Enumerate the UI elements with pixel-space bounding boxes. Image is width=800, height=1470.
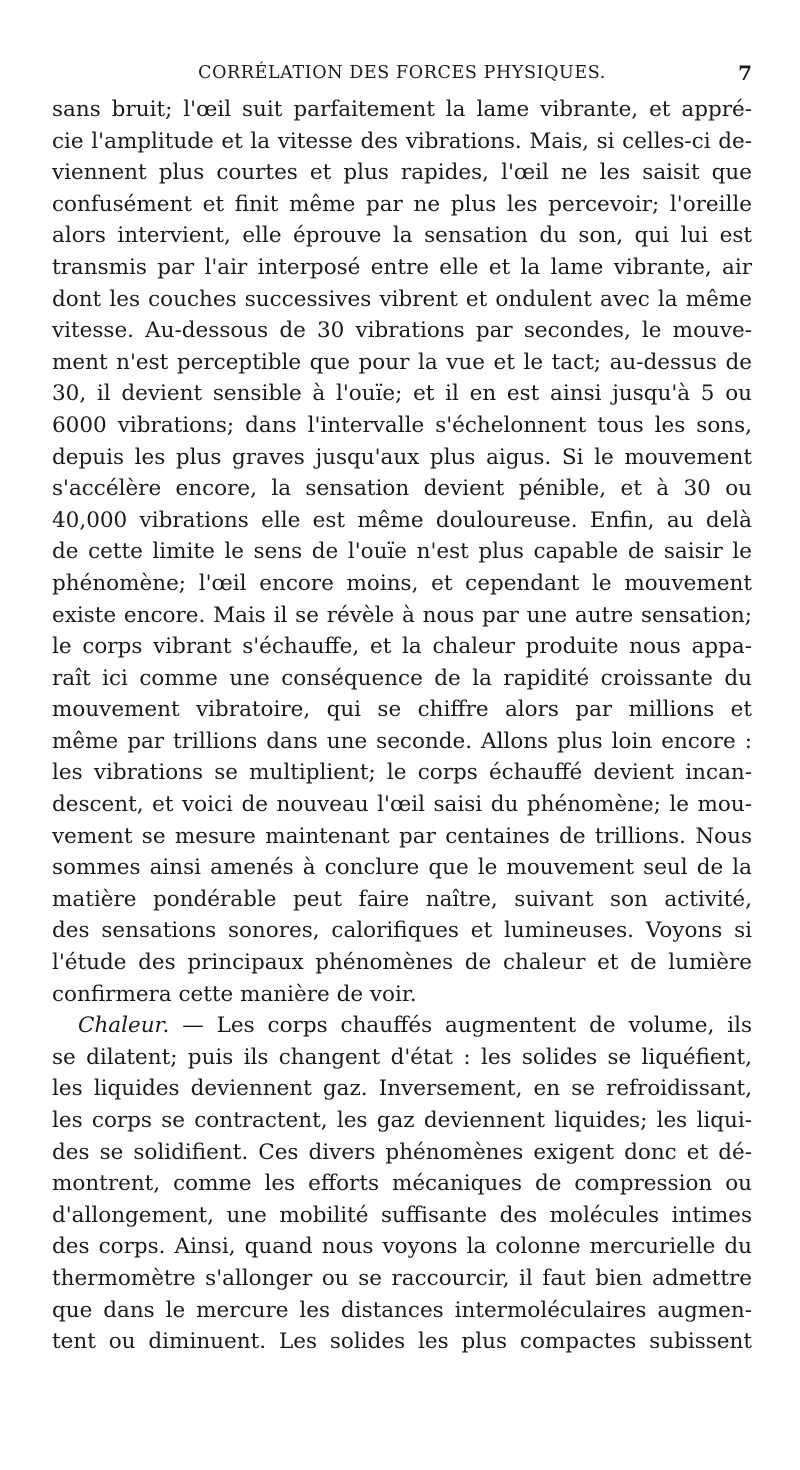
text-line: les liquides deviennent gaz. Inversement, en se refroidissant, [52, 1076, 752, 1102]
paragraph-vibrations [52, 94, 752, 1010]
page-header [52, 58, 752, 88]
text-line: 6000 vibrations; dans l'intervalle s'échelonnent tous les sons, [52, 412, 752, 438]
text-line: des corps. Ainsi, quand nous voyons la colonne mercurielle du [52, 1234, 752, 1260]
text-line: viennent plus courtes et plus rapides, l'œil ne les saisit que [52, 160, 752, 186]
text-line [52, 1010, 752, 1042]
text-line: de cette limite le sens de l'ouïe n'est plus capable de saisir le [52, 539, 752, 565]
text-line: confirmera cette manière de voir. [52, 981, 417, 1007]
text-line: confusément et finit même par ne plus les percevoir; l'oreille [52, 191, 752, 217]
text-line: existe encore. Mais il se révèle à nous par une autre sensation; [52, 602, 752, 628]
text-line: des se solidifient. Ces divers phénomènes exigent donc et dé- [52, 1139, 752, 1165]
paragraph-chaleur [52, 1010, 752, 1358]
text-line: tent ou diminuent. Les solides les plus compactes subissent [52, 1329, 752, 1355]
text-line: thermomètre s'allonger ou se raccourcir, il faut bien admettre [52, 1265, 752, 1291]
text-line: cie l'amplitude et la vitesse des vibrations. Mais, si celles-ci de- [52, 128, 752, 154]
text-line: des sensations sonores, calorifiques et lumineuses. Voyons si [52, 918, 752, 944]
text-line: montrent, comme les efforts mécaniques de compression ou [52, 1171, 752, 1197]
text-line: les vibrations se multiplient; le corps échauffé devient incan- [52, 760, 752, 786]
text-line: vitesse. Au-dessous de 30 vibrations par secondes, le mouve- [52, 318, 752, 344]
text-line: sommes ainsi amenés à conclure que le mouvement seul de la [52, 855, 752, 881]
text-line: ment n'est perceptible que pour la vue et le tact; au-dessus de [52, 349, 752, 375]
text-line: vement se mesure maintenant par centaines de trillions. Nous [52, 823, 752, 849]
text-line: raît ici comme une conséquence de la rapidité croissante du [52, 665, 752, 691]
text-line: l'étude des principaux phénomènes de chaleur et de lumière [52, 950, 752, 976]
section-heading-chaleur: Chaleur. [78, 1013, 170, 1039]
text-line: sans bruit; l'œil suit parfaitement la lame vibrante, et appré- [52, 97, 752, 122]
text-line: descent, et voici de nouveau l'œil saisi du phénomène; le mou- [52, 792, 752, 818]
body-text [52, 94, 752, 1358]
text-line: transmis par l'air interposé entre elle et la lame vibrante, air [52, 254, 752, 280]
text-line: dont les couches successives vibrent et ondulent avec la même [52, 286, 752, 312]
text-line: les corps se contractent, les gaz deviennent liquides; les liqui- [52, 1108, 752, 1133]
text-line: alors intervient, elle éprouve la sensation du son, qui lui est [52, 223, 752, 249]
text-fragment: — Les corps chauffés augmentent de volume, ils [169, 1013, 752, 1039]
text-line: 30, il devient sensible à l'ouïe; et il en est ainsi jusqu'à 5 ou [52, 381, 752, 407]
text-line: matière pondérable peut faire naître, suivant son activité, [52, 886, 752, 912]
text-line: le corps vibrant s'échauffe, et la chaleur produite nous appa- [52, 634, 752, 660]
text-line: que dans le mercure les distances intermoléculaires augmen- [52, 1297, 752, 1323]
page-number: 7 [738, 61, 752, 85]
running-title: CORRÉLATION DES FORCES PHYSIQUES. [198, 63, 606, 83]
text-line: d'allongement, une mobilité suffisante des molécules intimes [52, 1202, 752, 1228]
text-line: depuis les plus graves jusqu'aux plus aigus. Si le mouvement [52, 444, 752, 470]
text-line: mouvement vibratoire, qui se chiffre alors par millions et [52, 697, 752, 723]
text-line: 40,000 vibrations elle est même douloureuse. Enfin, au delà [52, 507, 752, 533]
text-line: phénomène; l'œil encore moins, et cependant le mouvement [52, 570, 752, 596]
text-line: se dilatent; puis ils changent d'état : les solides se liquéfient, [52, 1044, 752, 1070]
text-line: s'accélère encore, la sensation devient pénible, et à 30 ou [52, 476, 752, 502]
text-line: même par trillions dans une seconde. Allons plus loin encore : [52, 728, 752, 754]
